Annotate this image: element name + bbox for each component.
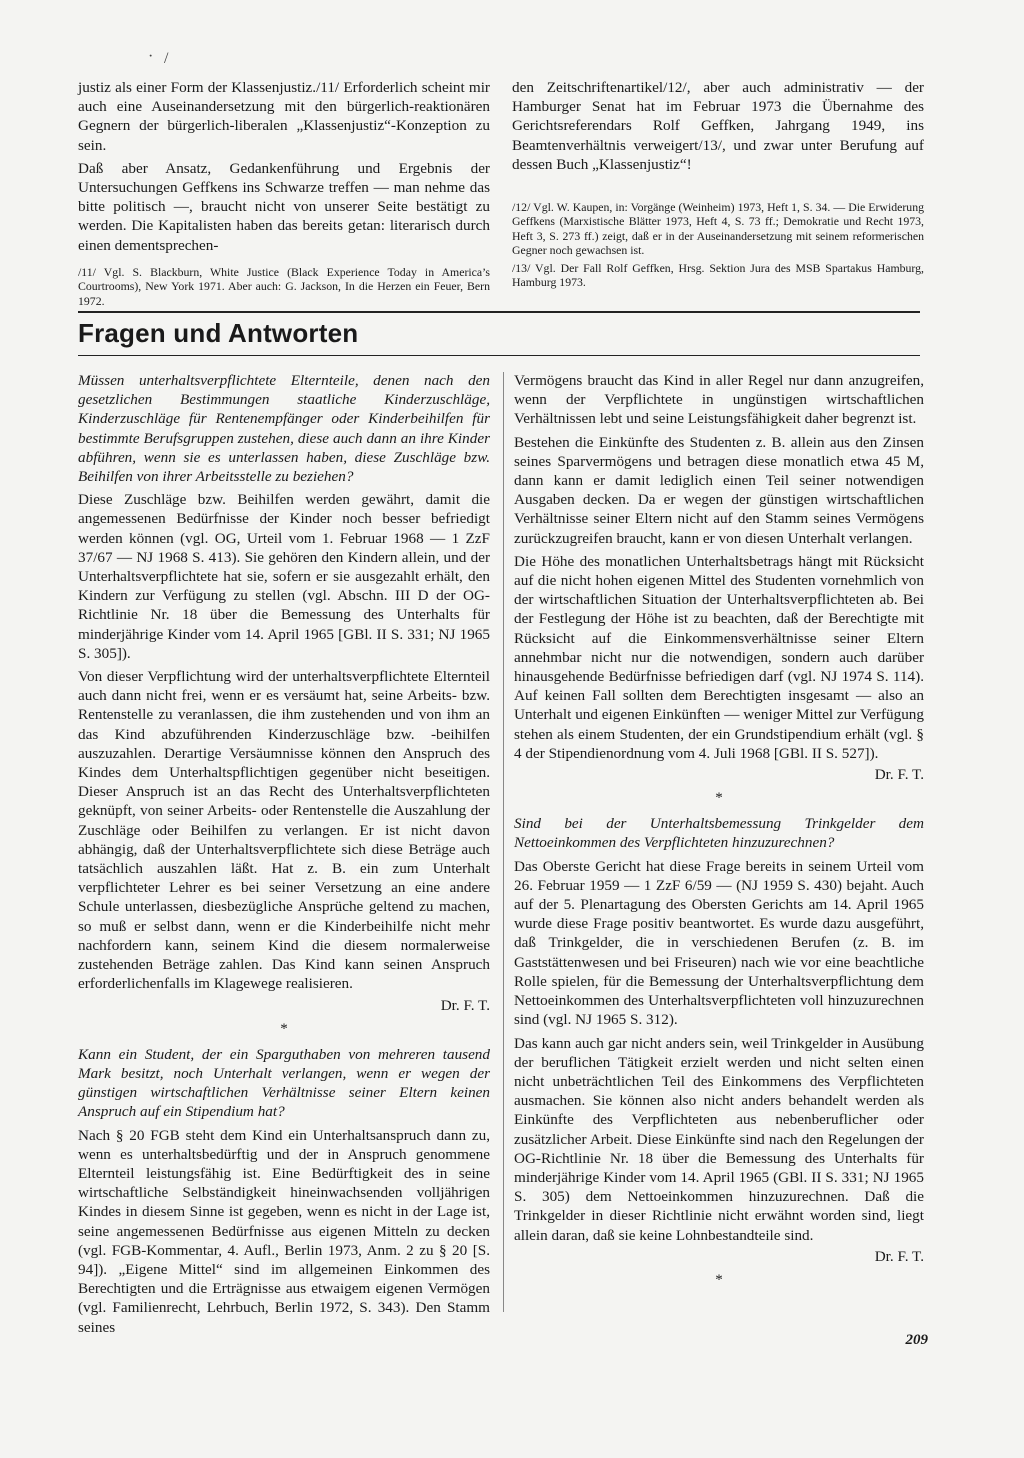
answer-paragraph: Diese Zuschläge bzw. Beihilfen werden gewährt, damit die angemessenen Bedürfnisse der Kinder noch besser befriedigt werden können (vgl. OG, Urteil vom 1. Februar 1968 — 1 ZzF 37/67 — NJ 1968 S. 413). Sie gehören den Kindern allein, und der Unterhaltsverpflichtete hat sie, sofern er sie ausgezahlt erhält, den Kindern zur Verfügung zu stellen (vgl. Abschn. III D der OG-Richtlinie Nr. 18 über die Bemessung des Unterhalts für minderjährige Kinder vom 14. April 1965 [GBl. II S. 331; NJ 1965 S. 305]). <box>78 491 490 662</box>
answer-paragraph: Bestehen die Einkünfte des Studenten z. B. allein aus den Zinsen seines Sparvermögens und betragen diese monatlich etwa 45 M, dann kann er damit lediglich einen Teil seiner notwendigen Ausgaben decken. Da er wegen der günstigen wirtschaftlichen Verhältnisse seiner Eltern nicht auf den Stamm seines Vermögens zurückzugreifen braucht, kann er von diesen Unterhalt verlangen. <box>514 433 924 547</box>
signature: Dr. F. T. <box>874 1247 924 1265</box>
footnote-11: /11/ Vgl. S. Blackburn, White Justice (Black Experience Today in America’s Courtrooms), New York 1971. Aber auch: G. Jackson, In die Herzen ein Feuer, Bern 1972. <box>78 264 490 308</box>
question-2: Kann ein Student, der ein Sparguthaben von mehreren tausend Mark besitzt, noch Unterhalt verlangen, wenn er wegen der günstigen wirtschaftlichen Verhältnisse seiner Eltern keinen Anspruch auf ein Stipendium hat? <box>78 1045 490 1121</box>
right-column <box>514 371 924 1296</box>
answer-paragraph: Das Oberste Gericht hat diese Frage bereits in seinem Urteil vom 26. Februar 1959 — 1 ZzF 6/59 — (NJ 1959 S. 430) bejaht. Auch auf der 5. Plenartagung des Obersten Gerichts am 14. April 1965 wurde diese Frage positiv beantwortet. Es wurde dazu ausgeführt, daß Trinkgelder, die in verschiedenen Berufen (z. B. im Gaststättenwesen und bei Friseuren) nach wie vor eine beachtliche Rolle spielen, für die Bemessung der Unterhaltsverpflichtung dem Nettoeinkommen des Unterhaltsverpflichteten voll hinzuzurechnen sind (vgl. NJ 1965 S. 312). <box>514 857 924 1029</box>
paragraph: justiz als einer Form der Klassenjustiz./11/ Erforderlich scheint mir auch eine Auseinandersetzung mit den bürgerlich-reaktionären Gegnern der bürgerlich-liberalen „Klassenjustiz“-Konzeption zu sein. <box>78 79 490 154</box>
column-divider <box>503 372 504 1312</box>
signature: Dr. F. T. <box>874 766 924 784</box>
scan-mark: · <box>148 48 154 65</box>
footnote-12: /12/ Vgl. W. Kaupen, in: Vorgänge (Weinheim) 1973, Heft 1, S. 34. — Die Erwiderung Geffkens (Marxistische Blätter 1973, Heft 4, S. 73 ff.; Demokratie und Recht 1973, Heft 3, S. 273 ff.) zeigt, daß er in der Auseinandersetzung mit seinem reformerischen Gegner noch gewachsen ist. <box>512 200 924 258</box>
paragraph: den Zeitschriftenartikel/12/, aber auch administrativ — der Hamburger Senat hat im Februar 1973 die Übernahme des Gerichtsreferendars Rolf Geffken, Jahrgang 1949, ins Beamtenverhältnis verweigert/13/, und zwar unter Berufung auf dessen Buch „Klassenjustiz“! <box>512 79 924 173</box>
section-rule-bottom <box>78 355 920 356</box>
separator-star: * <box>280 1020 288 1037</box>
question-1: Müssen unterhaltsverpflichtete Elternteile, denen nach den gesetzlichen Bestimmungen staatliche Kinderzuschläge, Kinderzuschläge für Rentenempfänger oder Kinderbeihilfen für bestimmte Berufsgruppen zustehen, diese auch dann an ihre Kinder abführen, wenn sie es unterlassen haben, diese Zuschläge bzw. Beihilfen von ihrer Arbeitsstelle zu beziehen? <box>78 372 490 486</box>
separator-star: * <box>715 1271 723 1288</box>
scan-mark: / <box>164 50 169 67</box>
page-number: 209 <box>905 1332 928 1348</box>
answer-paragraph: Die Höhe des monatlichen Unterhaltsbetrags hängt mit Rücksicht auf die nicht hohen eigenen Mittel des Studenten vornehmlich von der wirtschaftlichen Situation der Unterhaltsverpflichteten ab. Bei der Festlegung der Höhe ist zu beachten, daß der Berechtigte mit Rücksicht auf die Einkommensverhältnisse seiner Eltern annehmbar nicht nur die notwendigen, sondern auch darüber hinausgehende Bedürfnisse befriedigen darf (vgl. NJ 1974 S. 114). Auf keinen Fall sollten dem Berechtigten insgesamt — also an Unterhalt und eigenen Einkünften — weniger Mittel zur Verfügung stehen als einem Studenten, der ein Grundstipendium erhält (vgl. § 4 der Stipendienordnung vom 4. Juli 1968 [GBl. II S. 527]). <box>514 552 924 762</box>
answer-paragraph: Vermögens braucht das Kind in aller Regel nur dann anzugreifen, wenn der Verpflichtete in ungünstigen wirtschaftlichen Verhältnissen lebt und seine Leistungsfähigkeit daher begrenzt ist. <box>514 372 924 428</box>
answer-paragraph: Von dieser Verpflichtung wird der unterhaltsverpflichtete Elternteil auch dann nicht frei, wenn er es versäumt hat, seine Arbeits- bzw. Rentenstelle zu veranlassen, die ihm zustehenden und von ihm an das Kind abzuführenden Kinderzuschläge bzw. -beihilfen auszuzahlen. Derartige Versäumnisse können den Anspruch des Kindes dem Unterhaltspflichtigen gegenüber nicht beseitigen. Dieser Anspruch ist an das Recht des Unterhaltsverpflichteten geknüpft, von seiner Arbeits- oder Rentenstelle die Auszahlung der Zuschläge oder Beihilfen zu verlangen. Er ist nicht davon abhängig, daß der Unterhaltsverpflichtete sich diese Beträge auch tatsächlich auszahlen läßt. Hat z. B. ein zum Unterhalt verpflichteter Lehrer es bei seiner Versetzung an eine andere Schule unterlassen, diesbezügliche Ansprüche geltend zu machen, so muß er selbst dann, wenn er die Kinderbeihilfe nicht mehr nachfordern kann, seinem Kind die diesem normalerweise zustehenden Beträge zahlen. Das Kind kann seinen Anspruch erforderlichenfalls im Klagewege realisieren. <box>78 668 490 993</box>
answer-paragraph: Nach § 20 FGB steht dem Kind ein Unterhaltsanspruch dann zu, wenn es unterhaltsbedürftig und der in Anspruch genommene Elternteil leistungsfähig ist. Eine Bedürftigkeit des in seine wirtschaftliche Selbständigkeit hineinwachsenden volljährigen Kindes in diesem Sinne ist gegeben, wenn es nicht in der Lage ist, seine angemessenen Bedürfnisse aus eigenen Mitteln zu decken (vgl. FGB-Kommentar, 4. Aufl., Berlin 1973, Anm. 2 zu § 20 [S. 94]). „Eigene Mittel“ sind im allgemeinen Einkommen des Berechtigten und die Erträgnisse aus etwaigem eigenen Vermögen (vgl. Familienrecht, Lehrbuch, Berlin 1972, S. 343). Den Stamm seines <box>78 1126 490 1336</box>
top-right-column <box>512 78 924 292</box>
left-column <box>78 371 490 1341</box>
question-3: Sind bei der Unterhaltsbemessung Trinkgelder dem Nettoeinkommen des Verpflichteten hinzuzurechnen? <box>514 815 924 852</box>
paragraph: Daß aber Ansatz, Gedankenführung und Ergebnis der Untersuchungen Geffkens ins Schwarze treffen — man nehme das bitte politisch —, braucht nicht von unserer Seite bestätigt zu werden. Die Kapitalisten haben das bereits getan: literarisch durch einen dementsprechen- <box>78 159 490 254</box>
top-left-column <box>78 78 490 311</box>
signature: Dr. F. T. <box>440 996 490 1014</box>
separator-star: * <box>715 790 723 807</box>
answer-paragraph: Das kann auch gar nicht anders sein, weil Trinkgelder in Ausübung der beruflichen Tätigkeit erzielt werden und nicht selten einen nicht unbeträchtlichen Teil des Einkommens des Verpflichteten ausmachen. Sie können also nicht anders behandelt werden als Einkünfte des Verpflichteten aus nebenberuflicher oder zusätzlicher Arbeit. Diese Einkünfte sind nach den Regelungen der OG-Richtlinie Nr. 18 über die Bemessung des Unterhalts für minderjährige Kinder vom 14. April 1965 (GBl. II S. 331; NJ 1965 S. 305) dem Nettoeinkommen hinzuzurechnen. Daß die Trinkgelder in dieser Richtlinie nicht erwähnt worden sind, liegt allein daran, daß sie keine Lohnbestandteile sind. <box>514 1034 924 1244</box>
section-rule <box>78 311 920 313</box>
section-title: Fragen und Antworten <box>78 318 359 348</box>
footnote-13: /13/ Vgl. Der Fall Rolf Geffken, Hrsg. Sektion Jura des MSB Spartakus Hamburg, Hamburg 1973. <box>512 260 924 290</box>
